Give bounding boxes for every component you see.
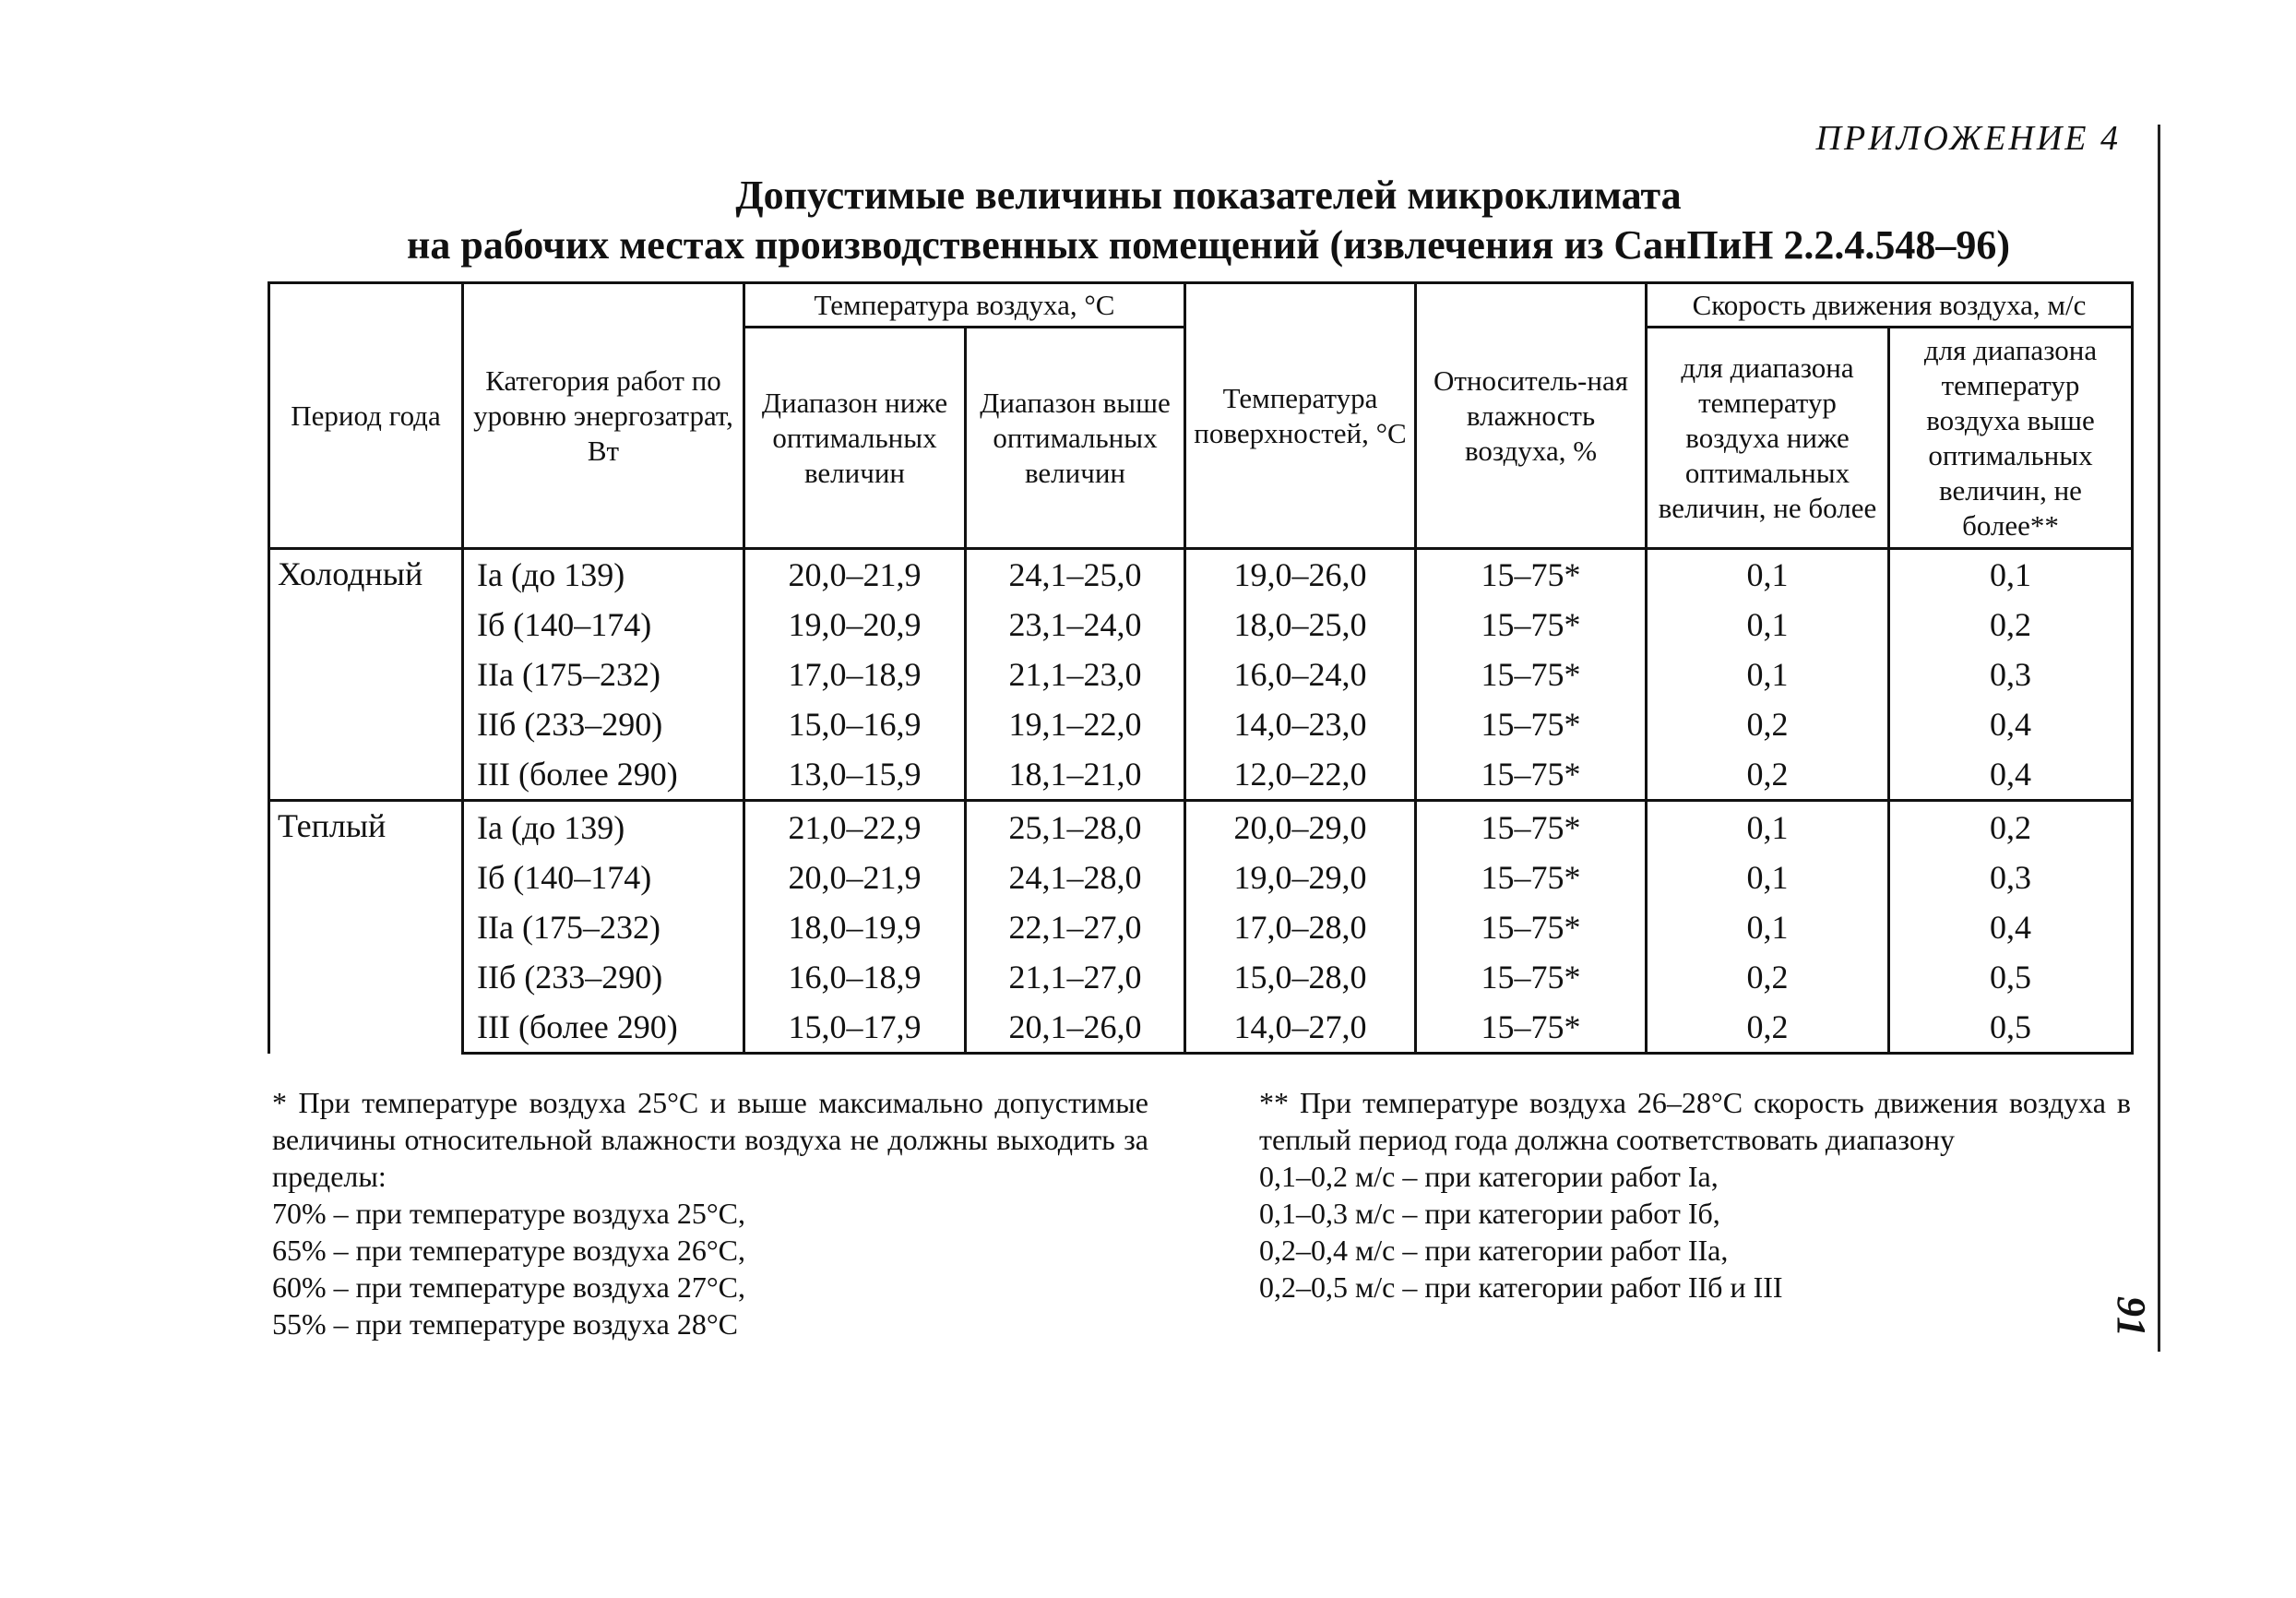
- speed-above-cell: 0,4: [1889, 699, 2133, 749]
- title-line-2: на рабочих местах производственных помещений (извлечения из СанПиН 2.2.4.548–96): [407, 222, 2010, 268]
- footnote-humidity-item: 70% – при температуре воздуха 25°С,: [272, 1197, 745, 1230]
- category-cell: IIб (233–290): [463, 952, 744, 1002]
- surface-temp-cell: 14,0–27,0: [1185, 1002, 1416, 1054]
- surface-temp-cell: 14,0–23,0: [1185, 699, 1416, 749]
- header-surface-temp: Температура поверхностей, °С: [1185, 283, 1416, 549]
- air-temp-above-cell: 25,1–28,0: [966, 801, 1185, 853]
- footnote-humidity-intro: * При температуре воздуха 25°С и выше максимально допустимые величины относительной влажности воздуха не должны выходить за пределы:: [272, 1086, 1148, 1193]
- surface-temp-cell: 18,0–25,0: [1185, 600, 1416, 650]
- air-temp-above-cell: 21,1–23,0: [966, 650, 1185, 699]
- footnote-air-speed-item: 0,2–0,5 м/с – при категории работ IIб и III: [1259, 1270, 1783, 1304]
- footnote-air-speed-intro: ** При температуре воздуха 26–28°С скорость движения воздуха в теплый период года должна соответствовать диапазону: [1259, 1086, 2131, 1156]
- air-temp-below-cell: 20,0–21,9: [744, 549, 966, 601]
- margin-rule: [2158, 125, 2160, 1352]
- microclimate-table: [268, 281, 2134, 1055]
- speed-above-cell: 0,1: [1889, 549, 2133, 601]
- speed-above-cell: 0,2: [1889, 600, 2133, 650]
- air-temp-below-cell: 15,0–16,9: [744, 699, 966, 749]
- air-temp-below-cell: 18,0–19,9: [744, 902, 966, 952]
- footnote-air-speed: [1259, 1084, 2131, 1306]
- category-cell: III (более 290): [463, 749, 744, 801]
- table-row: [269, 952, 2133, 1002]
- header-category: Категория работ по уровню энергозатрат, Вт: [463, 283, 744, 549]
- category-cell: Iб (140–174): [463, 600, 744, 650]
- period-cell: Теплый: [269, 801, 463, 1054]
- header-air-speed: Скорость движения воздуха, м/с: [1647, 283, 2133, 328]
- period-cell: Холодный: [269, 549, 463, 801]
- speed-above-cell: 0,2: [1889, 801, 2133, 853]
- air-temp-below-cell: 16,0–18,9: [744, 952, 966, 1002]
- surface-temp-cell: 20,0–29,0: [1185, 801, 1416, 853]
- table-row: [269, 699, 2133, 749]
- air-temp-below-cell: 13,0–15,9: [744, 749, 966, 801]
- air-temp-above-cell: 18,1–21,0: [966, 749, 1185, 801]
- speed-below-cell: 0,2: [1647, 749, 1889, 801]
- title-line-1: Допустимые величины показателей микроклимата: [735, 173, 1682, 218]
- humidity-cell: 15–75*: [1416, 699, 1647, 749]
- air-temp-below-cell: 20,0–21,9: [744, 853, 966, 902]
- header-air-speed-above: для диапазона температур воздуха выше оптимальных величин, не более**: [1889, 328, 2133, 549]
- footnote-humidity-item: 60% – при температуре воздуха 27°С,: [272, 1270, 745, 1304]
- humidity-cell: 15–75*: [1416, 1002, 1647, 1054]
- surface-temp-cell: 16,0–24,0: [1185, 650, 1416, 699]
- air-temp-above-cell: 24,1–25,0: [966, 549, 1185, 601]
- humidity-cell: 15–75*: [1416, 650, 1647, 699]
- footnote-humidity-item: 65% – при температуре воздуха 26°С,: [272, 1234, 745, 1267]
- air-temp-below-cell: 19,0–20,9: [744, 600, 966, 650]
- speed-above-cell: 0,4: [1889, 902, 2133, 952]
- air-temp-below-cell: 15,0–17,9: [744, 1002, 966, 1054]
- humidity-cell: 15–75*: [1416, 952, 1647, 1002]
- header-humidity: Относитель-ная влажность воздуха, %: [1416, 283, 1647, 549]
- speed-above-cell: 0,5: [1889, 1002, 2133, 1054]
- air-temp-above-cell: 19,1–22,0: [966, 699, 1185, 749]
- speed-below-cell: 0,1: [1647, 549, 1889, 601]
- header-air-temp-below: Диапазон ниже оптимальных величин: [744, 328, 966, 549]
- category-cell: Iб (140–174): [463, 853, 744, 902]
- category-cell: IIа (175–232): [463, 902, 744, 952]
- speed-below-cell: 0,1: [1647, 902, 1889, 952]
- humidity-cell: 15–75*: [1416, 749, 1647, 801]
- humidity-cell: 15–75*: [1416, 902, 1647, 952]
- speed-below-cell: 0,2: [1647, 1002, 1889, 1054]
- humidity-cell: 15–75*: [1416, 549, 1647, 601]
- speed-below-cell: 0,2: [1647, 699, 1889, 749]
- surface-temp-cell: 12,0–22,0: [1185, 749, 1416, 801]
- table-row: [269, 902, 2133, 952]
- surface-temp-cell: 15,0–28,0: [1185, 952, 1416, 1002]
- air-temp-above-cell: 24,1–28,0: [966, 853, 1185, 902]
- header-air-temp: Температура воздуха, °С: [744, 283, 1185, 328]
- table-row: [269, 1002, 2133, 1054]
- category-cell: IIб (233–290): [463, 699, 744, 749]
- speed-below-cell: 0,1: [1647, 801, 1889, 853]
- appendix-label: ПРИЛОЖЕНИЕ 4: [1815, 119, 2121, 158]
- surface-temp-cell: 19,0–26,0: [1185, 549, 1416, 601]
- footnote-air-speed-item: 0,2–0,4 м/с – при категории работ IIа,: [1259, 1234, 1729, 1267]
- humidity-cell: 15–75*: [1416, 853, 1647, 902]
- speed-above-cell: 0,4: [1889, 749, 2133, 801]
- air-temp-above-cell: 21,1–27,0: [966, 952, 1185, 1002]
- air-temp-above-cell: 20,1–26,0: [966, 1002, 1185, 1054]
- footnote-air-speed-item: 0,1–0,3 м/с – при категории работ Iб,: [1259, 1197, 1720, 1230]
- speed-below-cell: 0,1: [1647, 650, 1889, 699]
- speed-below-cell: 0,2: [1647, 952, 1889, 1002]
- air-temp-above-cell: 23,1–24,0: [966, 600, 1185, 650]
- speed-above-cell: 0,5: [1889, 952, 2133, 1002]
- speed-above-cell: 0,3: [1889, 853, 2133, 902]
- surface-temp-cell: 19,0–29,0: [1185, 853, 1416, 902]
- speed-below-cell: 0,1: [1647, 600, 1889, 650]
- header-period: Период года: [269, 283, 463, 549]
- footnote-air-speed-item: 0,1–0,2 м/с – при категории работ Iа,: [1259, 1160, 1719, 1193]
- footnote-humidity-item: 55% – при температуре воздуха 28°С: [272, 1307, 738, 1341]
- air-temp-above-cell: 22,1–27,0: [966, 902, 1185, 952]
- speed-below-cell: 0,1: [1647, 853, 1889, 902]
- humidity-cell: 15–75*: [1416, 600, 1647, 650]
- header-air-speed-below: для диапазона температур воздуха ниже оптимальных величин, не более: [1647, 328, 1889, 549]
- category-cell: IIа (175–232): [463, 650, 744, 699]
- header-air-temp-above: Диапазон выше оптимальных величин: [966, 328, 1185, 549]
- table-row: [269, 853, 2133, 902]
- category-cell: III (более 290): [463, 1002, 744, 1054]
- air-temp-below-cell: 17,0–18,9: [744, 650, 966, 699]
- footnote-humidity: [272, 1084, 1148, 1342]
- speed-above-cell: 0,3: [1889, 650, 2133, 699]
- document-title: [0, 171, 2296, 270]
- category-cell: Iа (до 139): [463, 549, 744, 601]
- page-number: 91: [2109, 1296, 2154, 1337]
- category-cell: Iа (до 139): [463, 801, 744, 853]
- table-row: [269, 549, 2133, 601]
- table-row: [269, 650, 2133, 699]
- table-row: [269, 801, 2133, 853]
- humidity-cell: 15–75*: [1416, 801, 1647, 853]
- air-temp-below-cell: 21,0–22,9: [744, 801, 966, 853]
- table-row: [269, 749, 2133, 801]
- table-row: [269, 600, 2133, 650]
- surface-temp-cell: 17,0–28,0: [1185, 902, 1416, 952]
